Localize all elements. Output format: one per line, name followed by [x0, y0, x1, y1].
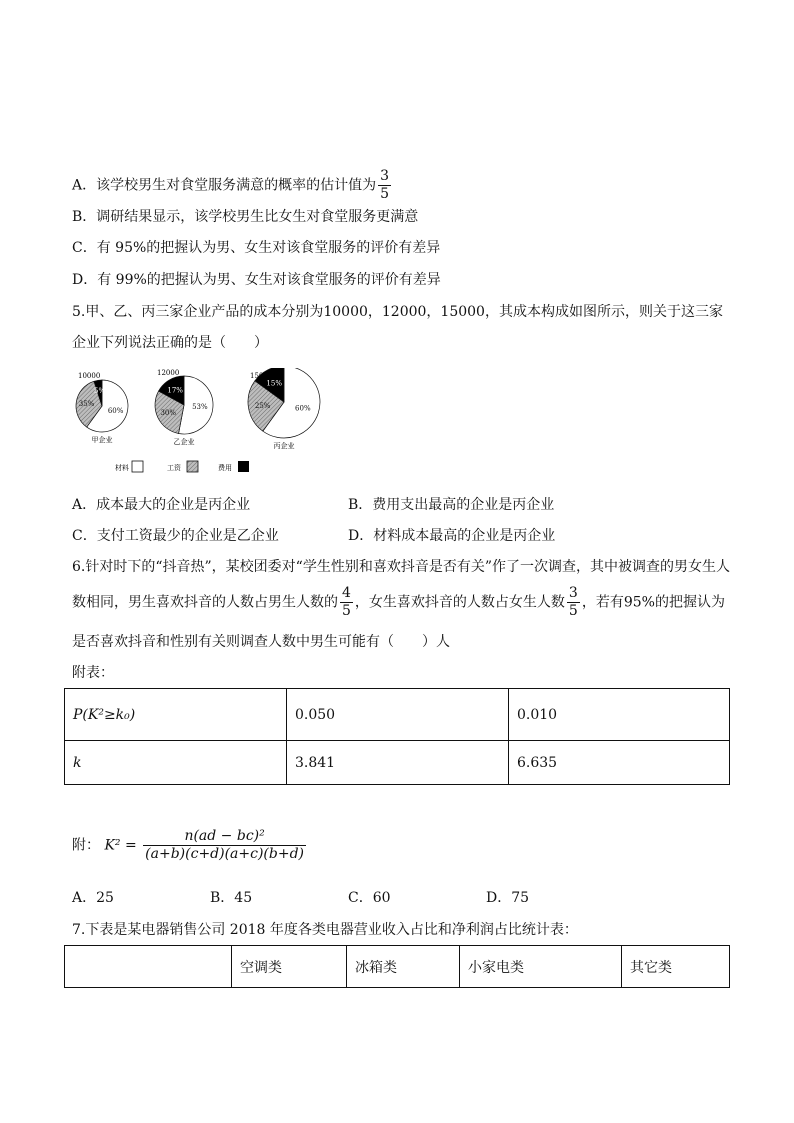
fraction-denominator: 5	[342, 603, 351, 619]
pie-data-label: 30%	[160, 408, 177, 417]
q7-table	[64, 945, 730, 988]
pie-data-label: 25%	[254, 401, 271, 410]
pie-data-label: 17%	[167, 386, 183, 395]
q4-option-a-text: A．该学校男生对食堂服务满意的概率的估计值为	[72, 177, 377, 194]
pie-company-label: 甲企业	[91, 436, 113, 444]
table-cell: 0.010	[509, 689, 730, 741]
q6-stem-line2-part-a: 数相同，男生喜欢抖音的人数占男生人数的	[72, 594, 338, 611]
q6-option-b: B．45	[210, 890, 253, 906]
q4-option-a	[72, 168, 393, 203]
table-cell: 0.050	[287, 689, 509, 741]
q5-option-d: D．材料成本最高的企业是丙企业	[348, 528, 556, 544]
fraction-denominator: 5	[380, 186, 390, 202]
legend-label-wages: 工资	[167, 464, 181, 472]
table-cell: k	[65, 741, 287, 785]
table-row	[65, 689, 730, 741]
pie-total-label: 10000	[78, 372, 101, 380]
pie-total-label: 12000	[157, 369, 180, 377]
formula-lhs: K² =	[104, 837, 137, 854]
q6-formula	[72, 828, 308, 863]
fraction-denominator: 5	[568, 603, 578, 619]
pie-data-label: 60%	[107, 406, 124, 415]
legend-label-expenses: 费用	[218, 464, 232, 472]
q6-stem-line2	[72, 585, 725, 620]
table-cell: 3.841	[287, 741, 509, 785]
q6-fraction-girls	[567, 585, 580, 620]
pie-data-label: 35%	[78, 400, 95, 409]
q6-option-c: C．60	[348, 890, 391, 906]
pie-total-label: 15000	[250, 372, 273, 380]
q5-stem-line2: 企业下列说法正确的是（ ）	[72, 335, 268, 351]
q7-stem: 7.下表是某电器销售公司 2018 年度各类电器营业收入占比和净利润占比统计表：	[72, 922, 578, 938]
q4-option-c: C．有 95%的把握认为男、女生对该食堂服务的评价有差异	[72, 240, 441, 256]
q6-stem-line3: 是否喜欢抖音和性别有关则调查人数中男生可能有（ ）人	[72, 634, 450, 650]
legend-swatch-expenses	[238, 461, 249, 472]
table-row	[65, 741, 730, 785]
formula-numerator: n(ad − bc)²	[143, 828, 306, 846]
pie-data-label: 15%	[266, 379, 282, 388]
formula-prefix: 附：	[72, 837, 100, 854]
table-cell: 6.635	[509, 741, 730, 785]
pie-company-label: 乙企业	[173, 438, 195, 446]
table-header-cell: 其它类	[622, 946, 730, 988]
q4-option-a-fraction	[378, 168, 391, 203]
table-cell: P(K²≥k₀)	[65, 689, 287, 741]
q4-option-d: D．有 99%的把握认为男、女生对该食堂服务的评价有差异	[72, 272, 441, 288]
pie-data-label: 53%	[192, 403, 208, 412]
table-header-row	[65, 946, 730, 988]
q5-option-c: C．支付工资最少的企业是乙企业	[72, 528, 279, 544]
q5-pie-chart-figure	[70, 368, 330, 478]
table-header-cell: 空调类	[232, 946, 347, 988]
pie-company-label: 丙企业	[273, 442, 295, 450]
q6-stem-line2-part-c: ，若有95%的把握认为	[581, 594, 725, 611]
q6-option-d: D．75	[486, 890, 530, 906]
pies-group	[76, 368, 320, 450]
q4-option-b: B．调研结果显示，该学校男生比女生对食堂服务更满意	[72, 209, 419, 225]
fraction-numerator: 4	[342, 585, 351, 601]
fraction-numerator: 3	[568, 585, 578, 601]
q5-option-a: A．成本最大的企业是丙企业	[72, 497, 251, 513]
critical-value-table	[64, 688, 730, 785]
q6-fraction-boys	[340, 585, 353, 620]
q6-stem-line2-part-b: ，女生喜欢抖音的人数占女生人数	[354, 594, 565, 611]
legend-swatch-material	[132, 461, 143, 472]
legend-label-material: 材料	[115, 464, 129, 472]
q6-option-a: A．25	[72, 890, 114, 906]
q5-stem-line1: 5.甲、乙、丙三家企业产品的成本分别为10000，12000，15000，其成本构成如图所示，则关于这三家	[72, 304, 723, 320]
legend-swatch-wages	[187, 461, 198, 472]
table-header-cell: 冰箱类	[347, 946, 460, 988]
fraction-numerator: 3	[380, 168, 390, 184]
q5-option-b: B．费用支出最高的企业是丙企业	[348, 497, 555, 513]
formula-denominator: (a+b)(c+d)(a+c)(b+d)	[145, 846, 305, 862]
pie-data-label: 60%	[295, 404, 311, 413]
q6-appendix-label: 附表：	[72, 665, 114, 681]
table-header-cell	[65, 946, 232, 988]
pie-data-label: 5%	[94, 387, 106, 396]
formula-fraction	[143, 828, 306, 863]
table-header-cell: 小家电类	[460, 946, 622, 988]
q6-stem-line1: 6.针对时下的“抖音热”，某校团委对“学生性别和喜欢抖音是否有关”作了一次调查，其中被调查的男女生人	[72, 559, 730, 575]
